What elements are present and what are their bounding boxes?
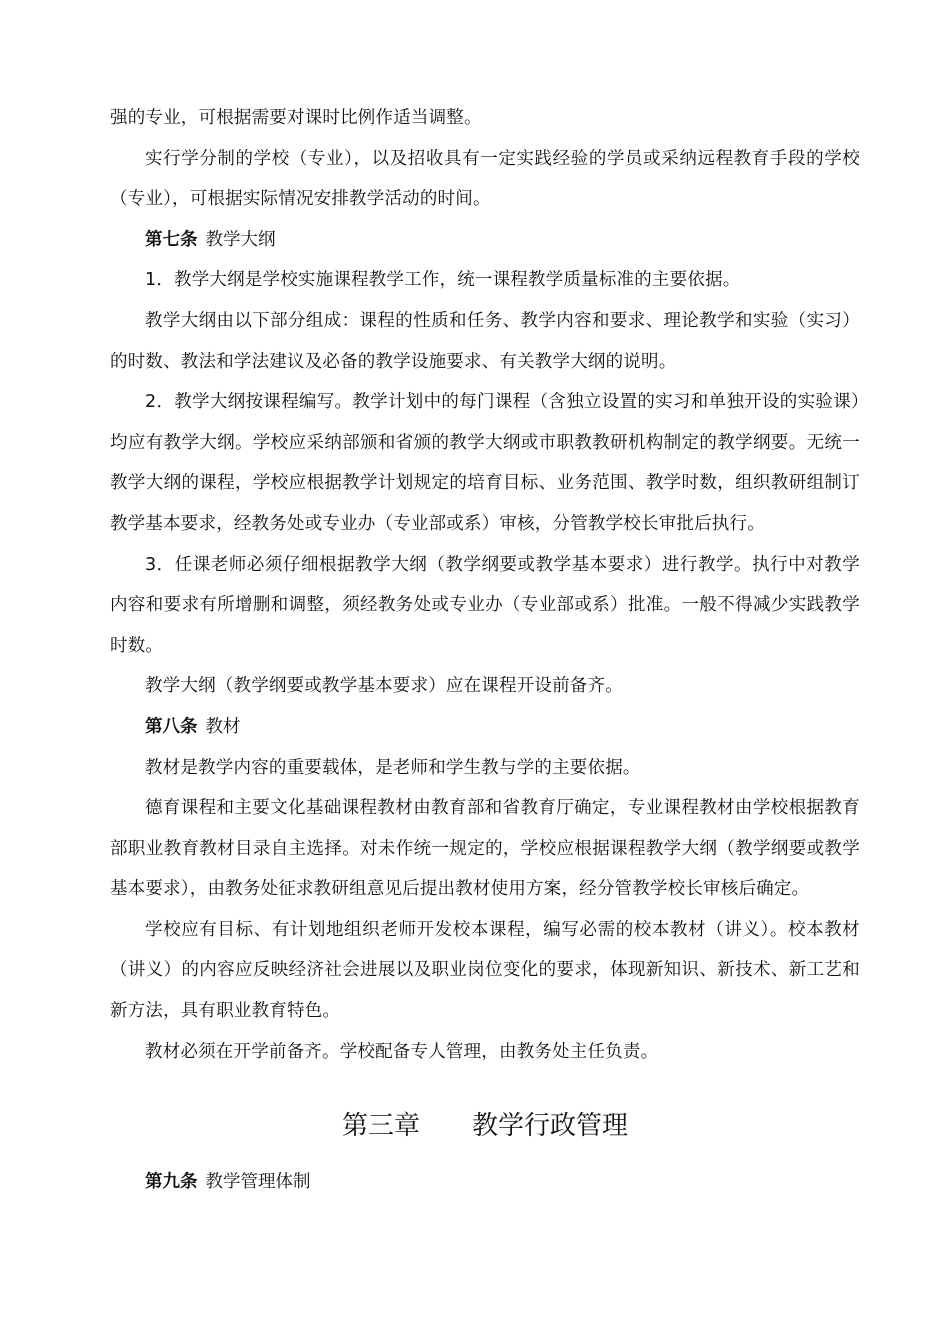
article-8-heading [110,707,860,748]
article-7-title: 教学大纲 [205,229,276,250]
article-8-title: 教材 [205,716,241,737]
paragraph-credit-system: 实行学分制的学校（专业），以及招收具有一定实践经验的学员或采纳远程教育手段的学校（专业），可根据实际情况安排教学活动的时间。 [110,148,860,210]
article-8-paragraph: 学校应有目标、有计划地组织老师开发校本课程，编写必需的校本教材（讲义）。校本教材（讲义）的内容应反映经济社会进展以及职业岗位变化的要求，体现新知识、新技术、新工艺和新方法，具有职业教育特色。 [110,919,860,1022]
article-7-paragraph: 1．教学大纲是学校实施课程教学工作，统一课程教学质量标准的主要依据。 [145,270,741,291]
chapter-3-heading [110,1104,860,1148]
article-7-label: 第七条 [145,229,198,250]
paragraph-continuation: 强的专业，可根据需要对课时比例作适当调整。 [110,108,482,128]
article-9-title: 教学管理体制 [205,1172,311,1193]
article-7-paragraph: 2．教学大纲按课程编写。教学计划中的每门课程（含独立设置的实习和单独开设的实验课）均应有教学大纲。学校应采纳部颁和省颁的教学大纲或市职教教研机构制定的教学纲要。无统一教学大纲的课程，学校应根据教学计划规定的培育目标、业务范围、教学时数，组织教研组制订教学基本要求，经教务处或专业办（专业部或系）审核，分管教学校长审批后执行。 [110,392,860,534]
document-page [110,98,860,1203]
chapter-3-number: 第三章 [341,1111,420,1142]
article-8-paragraph: 德育课程和主要文化基础课程教材由教育部和省教育厅确定，专业课程教材由学校根据教育部职业教育教材目录自主选择。对未作统一规定的，学校应根据课程教学大纲（教学纲要或教学基本要求），由教务处征求教研组意见后提出教材使用方案，经分管教学校长审核后确定。 [110,798,860,900]
article-8-label: 第八条 [145,716,198,737]
article-9-label: 第九条 [145,1172,198,1193]
chapter-3-title: 教学行政管理 [472,1111,629,1142]
article-9-heading [110,1162,860,1203]
article-7-paragraph: 3．任课老师必须仔细根据教学大纲（教学纲要或教学基本要求）进行教学。执行中对教学内容和要求有所增删和调整，须经教务处或专业办（专业部或系）批准。一般不得减少实践教学时数。 [110,554,860,656]
article-7-heading [110,220,860,261]
article-7-paragraph: 教学大纲（教学纲要或教学基本要求）应在课程开设前备齐。 [145,676,623,697]
article-8-paragraph: 教材必须在开学前备齐。学校配备专人管理，由教务处主任负责。 [145,1041,659,1062]
article-8-paragraph: 教材是教学内容的重要载体，是老师和学生教与学的主要依据。 [145,757,641,778]
article-7-paragraph: 教学大纲由以下部分组成：课程的性质和任务、教学内容和要求、理论教学和实验（实习）的时数、教法和学法建议及必备的教学设施要求、有关教学大纲的说明。 [110,310,860,372]
